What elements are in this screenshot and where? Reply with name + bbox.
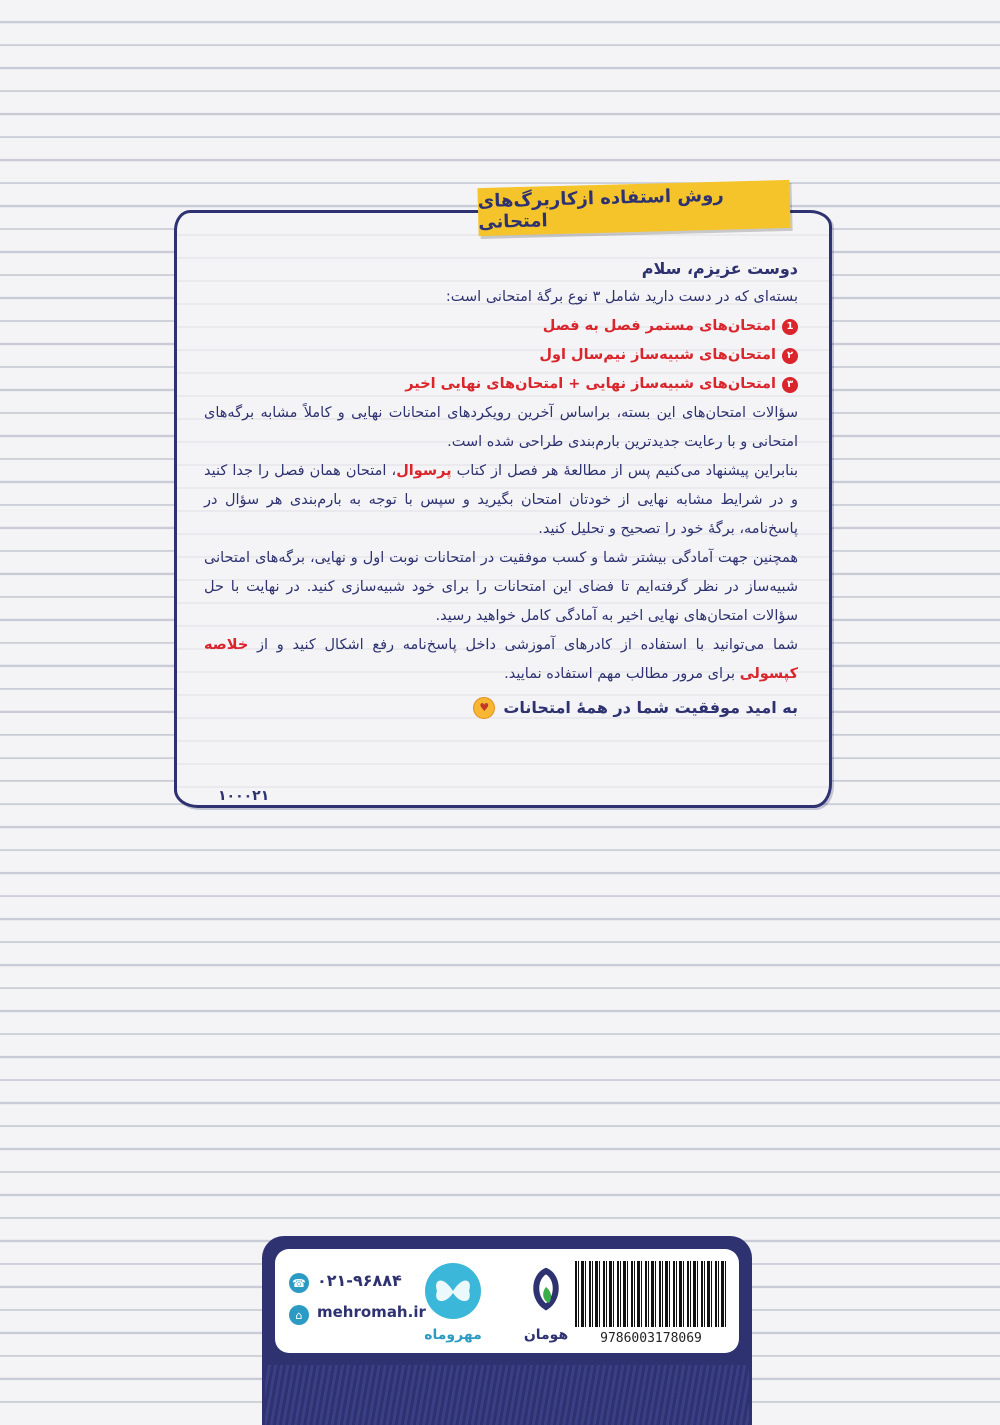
brand-highlight: پرسوال <box>396 463 452 479</box>
heart-eyes-emoji-icon: ♥ <box>473 697 495 719</box>
paragraph-2 <box>204 457 798 544</box>
paragraph-4 <box>204 631 798 689</box>
paragraph-2-text-end: ، امتحان همان فصل را جدا کنید و در شرایط مشابه نهایی از خودتان امتحان بگیرید و سپس با توجه به بارم‌بندی هر سؤال در پاسخ‌نامه، برگۀ خود را تصحیح و تحلیل کنید. <box>204 463 798 537</box>
number-badge: ۲ <box>782 348 798 364</box>
closing-text: به امید موفقیت شما در همۀ امتحانات <box>503 698 798 717</box>
list-item <box>204 341 798 370</box>
list-item-label: امتحان‌های شبیه‌ساز نیم‌سال اول <box>539 347 776 363</box>
phone-icon: ☎ <box>289 1273 309 1293</box>
scribble-decoration <box>265 1365 749 1425</box>
home-icon: ⌂ <box>289 1305 309 1325</box>
barcode-number: 9786003178069 <box>600 1331 702 1346</box>
intro-text: بسته‌ای که در دست دارید شامل ۳ نوع برگۀ امتحانی است: <box>445 289 798 305</box>
list-item-label: امتحان‌های شبیه‌ساز نهایی + امتحان‌های نهایی اخیر <box>405 376 776 392</box>
greeting: دوست عزیزم، سلام <box>641 259 798 278</box>
closing-line <box>204 693 798 722</box>
publisher-info-panel <box>275 1249 739 1353</box>
website-link[interactable]: mehromah.ir <box>317 1303 426 1321</box>
paragraph-3: همچنین جهت آمادگی بیشتر شما و کسب موفقیت در امتحانات نوبت اول و نهایی، برگه‌های امتحانی شبیه‌ساز در نظر گرفته‌ایم تا فضای این امتحانات را برای خود شبیه‌سازی کنید. در نهایت با حل سؤالات امتحان‌های نهایی اخیر به آمادگی کامل خواهید رسید. <box>204 550 798 624</box>
publisher-name: هومان <box>523 1327 569 1343</box>
list-item <box>204 312 798 341</box>
phone-number: ۰۲۱-۹۶۸۸۴ <box>317 1271 402 1290</box>
capsule-summary-highlight: خلاصه کپسولی <box>204 637 798 682</box>
instructions-title: روش استفاده ازکاربرگ‌های امتحانی <box>477 180 790 236</box>
paragraph-4-text: شما می‌توانید با استفاده از کادرهای آموزشی داخل پاسخ‌نامه رفع اشکال کنید و از <box>248 637 798 653</box>
instructions-content <box>204 254 798 722</box>
barcode-icon <box>575 1261 727 1327</box>
brand-name: مهروماه <box>424 1327 482 1343</box>
paragraph-2-text: بنابراین پیشنهاد می‌کنیم پس از مطالعۀ هر فصل از کتاب <box>451 463 798 479</box>
list-item <box>204 370 798 399</box>
list-item-label: امتحان‌های مستمر فصل به فصل <box>542 318 776 334</box>
number-badge: 1 <box>782 319 798 335</box>
paragraph-4-text-end: برای مرور مطالب مهم استفاده نمایید. <box>504 666 740 682</box>
product-code: ۱۰۰۰۲۱ <box>212 788 275 804</box>
publisher-info-box <box>262 1236 752 1425</box>
number-badge: ۳ <box>782 377 798 393</box>
paragraph-1: سؤالات امتحان‌های این بسته، براساس آخرین رویکردهای امتحانات نهایی و کاملاً مشابه برگه‌های امتحانی و با رعایت جدیدترین بارم‌بندی طراحی شده است. <box>204 405 798 450</box>
homan-logo-icon <box>529 1267 563 1317</box>
butterfly-logo-icon <box>425 1263 481 1319</box>
